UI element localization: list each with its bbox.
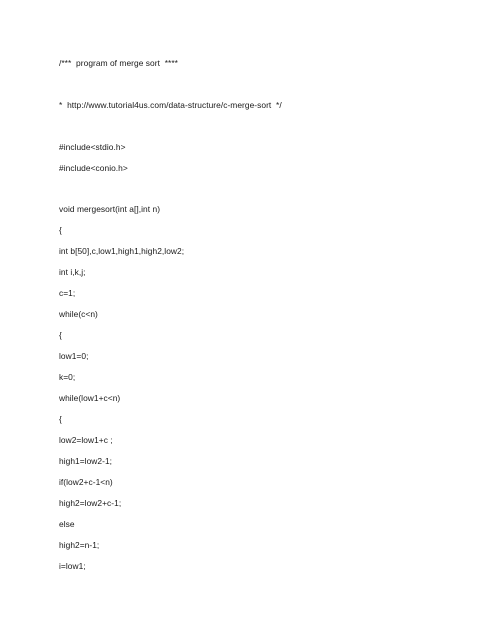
code-line: low2=low1+c ;	[59, 435, 113, 445]
code-line: else	[59, 519, 75, 529]
code-line: c=1;	[59, 288, 76, 298]
code-line: while(c<n)	[59, 309, 98, 319]
comment-program-title: /*** program of merge sort ****	[59, 58, 178, 68]
code-line: {	[59, 225, 62, 235]
include-conio: #include<conio.h>	[59, 163, 128, 173]
function-signature: void mergesort(int a[],int n)	[59, 204, 161, 214]
code-line: int b[50],c,low1,high1,high2,low2;	[59, 246, 185, 256]
code-line: high2=low2+c-1;	[59, 498, 122, 508]
code-line: {	[59, 330, 62, 340]
code-line: high1=low2-1;	[59, 456, 113, 466]
code-line: high2=n-1;	[59, 540, 100, 550]
code-line: low1=0;	[59, 351, 89, 361]
code-line: while(low1+c<n)	[59, 393, 121, 403]
code-line: k=0;	[59, 372, 76, 382]
comment-source-url: * http://www.tutorial4us.com/data-structure/c-merge-sort */	[59, 100, 282, 110]
code-line: int i,k,j;	[59, 267, 86, 277]
code-line: i=low1;	[59, 561, 86, 571]
code-line: if(low2+c-1<n)	[59, 477, 113, 487]
include-stdio: #include<stdio.h>	[59, 142, 126, 152]
code-line: {	[59, 414, 62, 424]
